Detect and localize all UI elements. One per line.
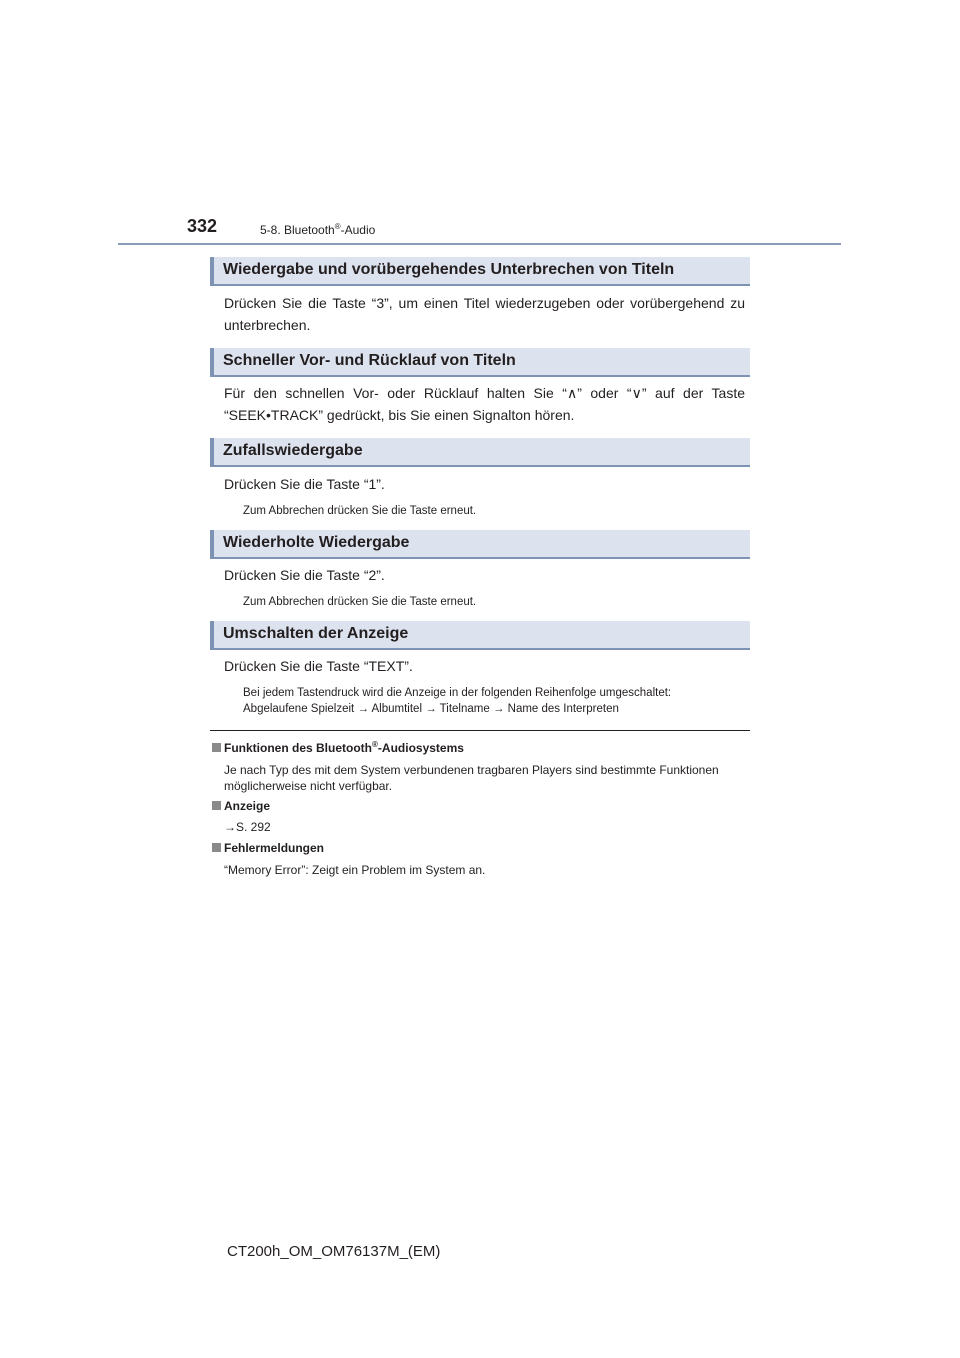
running-section-title: 5-8. Bluetooth®-Audio: [260, 222, 376, 237]
section-heading-repeat: Wiederholte Wiedergabe: [210, 530, 750, 559]
note-text-functions: Je nach Typ des mit dem System verbundenen tragbaren Players sind bestimmte Funktionen möglicherweise nicht verfügbar.: [224, 763, 719, 793]
square-bullet-icon: [212, 801, 221, 810]
square-bullet-icon: [212, 843, 221, 852]
note-heading-display: Anzeige: [212, 799, 270, 813]
footer-document-code: CT200h_OM_OM76137M_(EM): [227, 1243, 441, 1260]
section-text-repeat: Drücken Sie die Taste “2”.: [224, 567, 385, 583]
page-header: [0, 0, 960, 250]
section-text-seek: Für den schnellen Vor- oder Rücklauf halten Sie “∧” oder “∨” auf der Taste “SEEK•TRACK” gedrückt, bis Sie einen Signalton hören.: [224, 385, 745, 423]
section-heading-display: Umschalten der Anzeige: [210, 621, 750, 650]
note-heading-functions: Funktionen des Bluetooth®-Audiosystems: [212, 740, 464, 755]
notes-divider: [210, 730, 750, 731]
section-text-display: Drücken Sie die Taste “TEXT”.: [224, 658, 413, 674]
section-heading-playback: Wiedergabe und vorübergehendes Unterbrechen von Titeln: [210, 257, 750, 286]
section-heading-seek: Schneller Vor- und Rücklauf von Titeln: [210, 348, 750, 377]
section-text-playback: Drücken Sie die Taste “3”, um einen Titel wiederzugeben oder vorübergehend zu unterbrechen.: [224, 295, 745, 333]
square-bullet-icon: [212, 743, 221, 752]
section-note-random: Zum Abbrechen drücken Sie die Taste erneut.: [243, 505, 477, 517]
section-heading-random: Zufallswiedergabe: [210, 438, 750, 467]
section-note-display: Bei jedem Tastendruck wird die Anzeige in der folgenden Reihenfolge umgeschaltet: Abgelaufene Spielzeit → Albumtitel → Titelname → Name des Interpreten: [243, 687, 672, 715]
note-heading-errors: Fehlermeldungen: [212, 841, 324, 855]
section-text-random: Drücken Sie die Taste “1”.: [224, 476, 385, 492]
page-number: 332: [187, 216, 218, 236]
note-text-display-reference: →S. 292: [224, 820, 271, 834]
note-text-errors: “Memory Error”: Zeigt ein Problem im System an.: [224, 863, 486, 877]
header-rule: [118, 243, 841, 245]
section-note-repeat: Zum Abbrechen drücken Sie die Taste erneut.: [243, 596, 477, 608]
